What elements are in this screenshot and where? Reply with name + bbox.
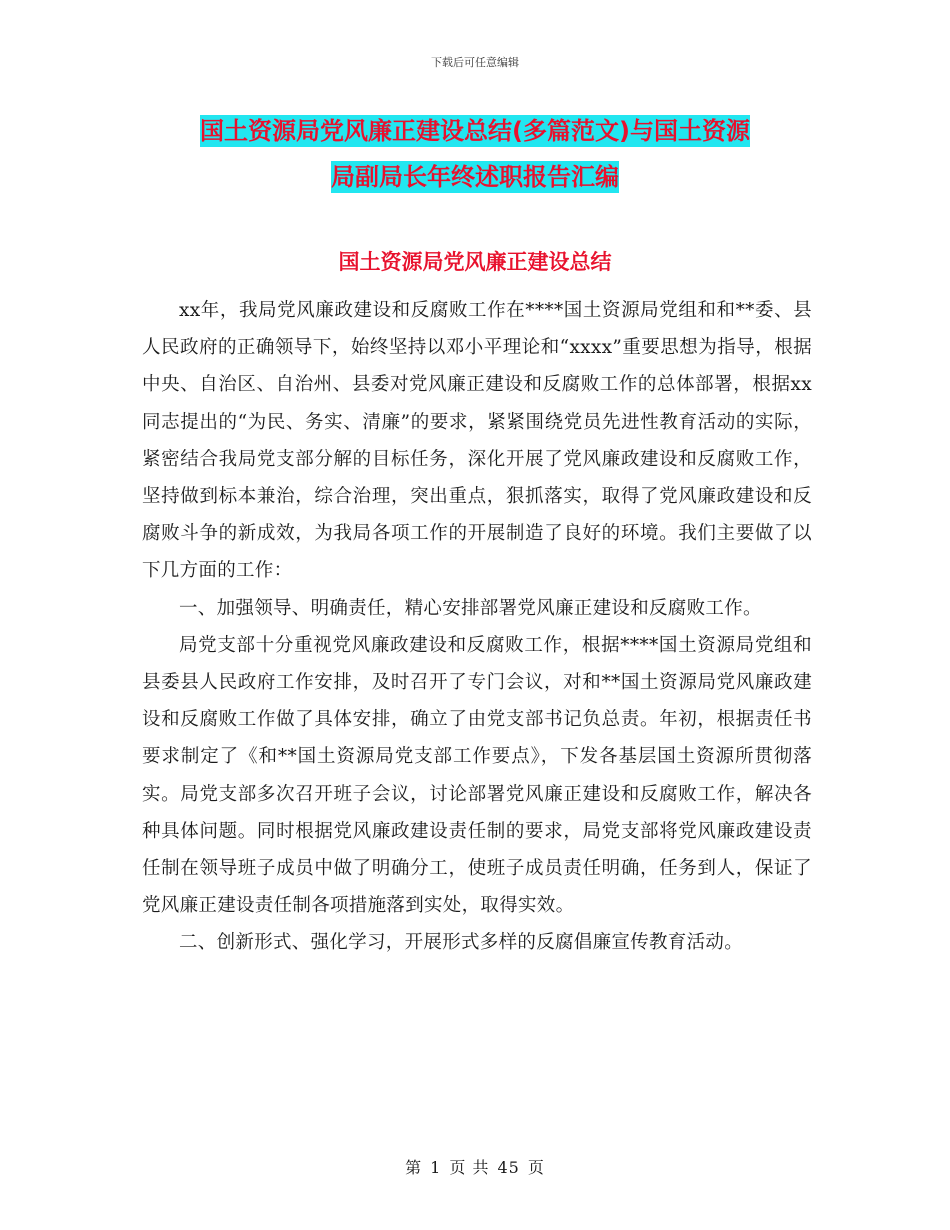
footer-page-number: 1 [430,1158,442,1177]
title-line-1: 国土资源局党风廉正建设总结(多篇范文)与国土资源 [200,117,750,145]
paragraph-heading-1: 一、加强领导、明确责任，精心安排部署党风廉正建设和反腐败工作。 [179,597,762,619]
footer-prefix: 第 [405,1158,423,1177]
document-title [0,108,950,200]
body-text [142,292,812,962]
paragraph-intro: xx年，我局党风廉政建设和反腐败工作在****国土资源局党组和和**委、县人民政府的正确领导下，始终坚持以邓小平理论和“xxxx”重要思想为指导，根据中央、自治区、自治州、县委对党风廉正建设和反腐败工作的总体部署，根据xx同志提出的“为民、务实、清廉”的要求，紧紧围绕党员先进性教育活动的实际，紧密结合我局党支部分解的目标任务，深化开展了党风廉政建设和反腐败工作，坚持做到标本兼治，综合治理，突出重点，狠抓落实，取得了党风廉政建设和反腐败斗争的新成效，为我局各项工作的开展制造了良好的环境。我们主要做了以下几方面的工作： [142,300,812,582]
footer-total-pages: 45 [497,1158,520,1177]
page-footer [0,1155,950,1178]
footer-suffix: 页 [527,1158,545,1177]
section-title: 国土资源局党风廉正建设总结 [338,250,612,274]
title-line-2: 局副局长年终述职报告汇编 [331,163,619,191]
paragraph-body-1: 局党支部十分重视党风廉政建设和反腐败工作，根据****国土资源局党组和县委县人民政府工作安排，及时召开了专门会议，对和**国土资源局党风廉政建设和反腐败工作做了具体安排，确立了由党支部书记负总责。年初，根据责任书要求制定了《和**国土资源局党支部工作要点》，下发各基层国土资源所贯彻落实。局党支部多次召开班子会议，讨论部署党风廉正建设和反腐败工作，解决各种具体问题。同时根据党风廉政建设责任制的要求，局党支部将党风廉政建设责任制在领导班子成员中做了明确分工，使班子成员责任明确，任务到人，保证了党风廉正建设责任制各项措施落到实处，取得实效。 [142,634,812,917]
paragraph-heading-2: 二、创新形式、强化学习，开展形式多样的反腐倡廉宣传教育活动。 [179,932,744,954]
header-note: 下载后可任意编辑 [431,56,519,69]
footer-middle: 页 共 [449,1158,490,1177]
